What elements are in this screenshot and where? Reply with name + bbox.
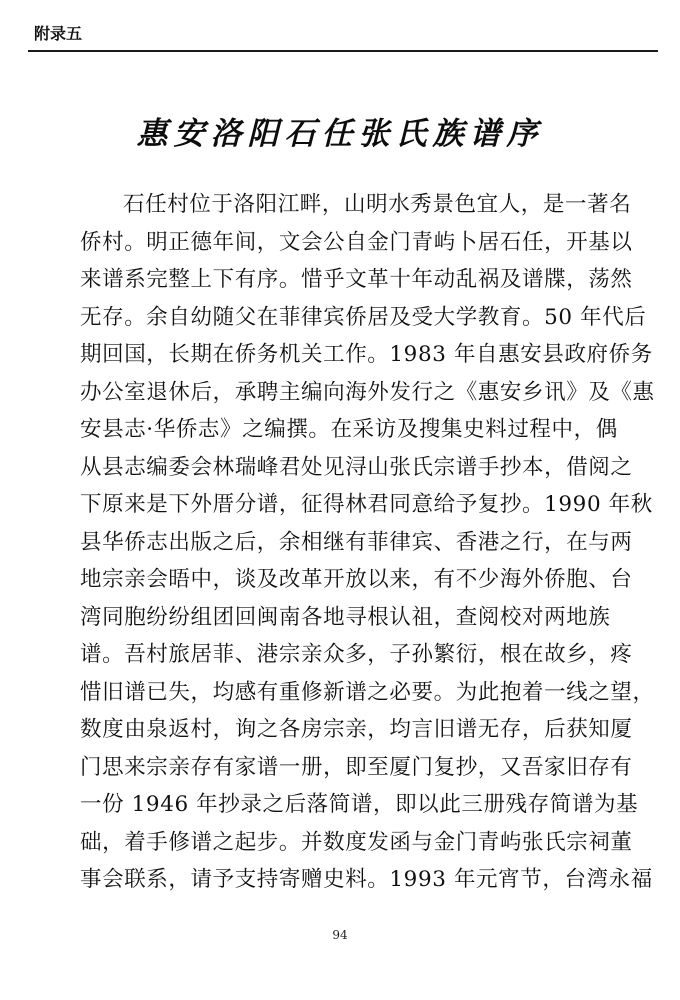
page-number: 94 — [332, 928, 348, 942]
body-line: 来谱系完整上下有序。惜乎文革十年动乱祸及谱牒，荡然 — [80, 267, 633, 292]
body-line: 门思来宗亲存有家谱一册，即至厦门复抄，又吾家旧存有 — [80, 754, 633, 780]
document-title: 惠安洛阳石任张氏族谱序 — [136, 116, 544, 152]
header-rule — [28, 50, 658, 52]
appendix-label: 附录五 — [34, 24, 83, 43]
body-line: 县华侨志出版之后，余相继有菲律宾、香港之行，在与两 — [80, 529, 633, 555]
body-line: 一份 1946 年抄录之后落简谱，即以此三册残存简谱为基 — [80, 792, 639, 817]
body-line: 从县志编委会林瑞峰君处见浔山张氏宗谱手抄本，借阅之 — [80, 454, 633, 480]
body-line: 侨村。明正德年间，文会公自金门青屿卜居石任，开基以 — [80, 229, 633, 255]
body-line: 下原来是下外厝分谱，征得林君同意给予复抄。1990 年秋 — [80, 492, 653, 517]
body-line: 湾同胞纷纷组团回闽南各地寻根认祖，查阅校对两地族 — [80, 604, 611, 630]
body-line: 事会联系，请予支持寄赠史料。1993 年元宵节，台湾永福 — [80, 867, 653, 892]
body-line: 石任村位于洛阳江畔，山明水秀景色宜人，是一著名 — [123, 192, 632, 217]
body-line: 办公室退休后，承聘主编向海外发行之《惠安乡讯》及《惠 — [80, 379, 655, 405]
body-line: 础，着手修谱之起步。并数度发函与金门青屿张氏宗祠董 — [80, 829, 633, 855]
body-text — [80, 186, 655, 899]
body-line: 惜旧谱已失，均感有重修新谱之必要。为此抱着一线之望， — [80, 679, 655, 705]
body-line: 地宗亲会晤中，谈及改革开放以来，有不少海外侨胞、台 — [80, 567, 633, 592]
body-line: 安县志·华侨志》之编撰。在采访及搜集史料过程中，偶 — [80, 417, 618, 442]
body-line: 数度由泉返村，询之各房宗亲，均言旧谱无存，后获知厦 — [80, 717, 633, 742]
body-line: 谱。吾村旅居菲、港宗亲众多，子孙繁衍，根在故乡，疼 — [80, 642, 633, 667]
body-line: 无存。余自幼随父在菲律宾侨居及受大学教育。50 年代后 — [80, 304, 647, 330]
body-line: 期回国，长期在侨务机关工作。1983 年自惠安县政府侨务 — [80, 342, 653, 367]
